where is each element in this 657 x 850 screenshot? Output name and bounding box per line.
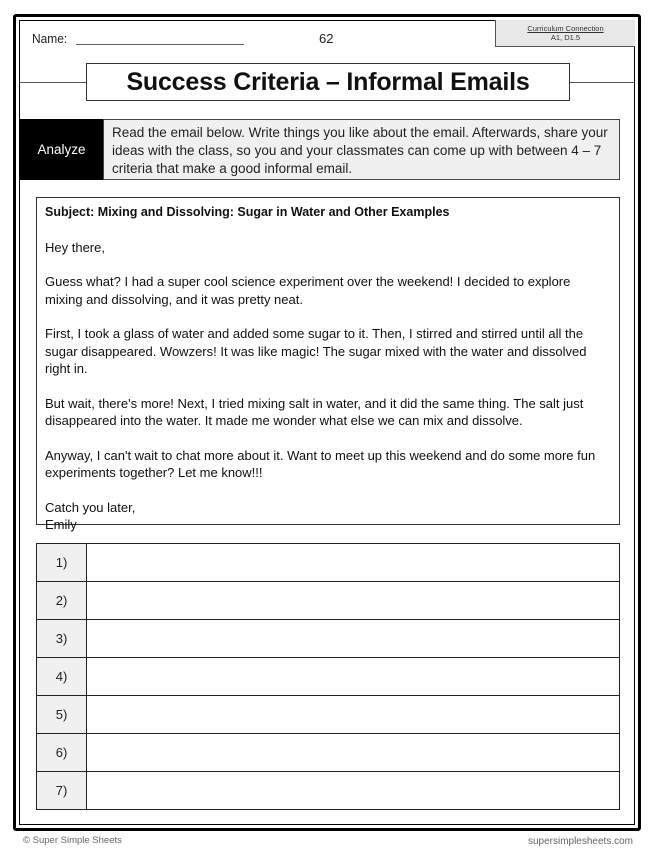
criteria-number: 4) bbox=[37, 658, 87, 696]
email-signature: Emily bbox=[45, 517, 77, 532]
criteria-row bbox=[37, 696, 620, 734]
footer-copyright: © Super Simple Sheets bbox=[23, 835, 122, 846]
criteria-number: 1) bbox=[37, 544, 87, 582]
criteria-row bbox=[37, 620, 620, 658]
criteria-number: 6) bbox=[37, 734, 87, 772]
criteria-answer-field[interactable] bbox=[87, 772, 620, 810]
email-closing: Catch you later, bbox=[45, 499, 136, 515]
curriculum-connection-codes: A1, D1.5 bbox=[550, 33, 581, 42]
email-paragraph: Guess what? I had a super cool science experiment over the weekend! I decided to explore mixing and dissolving, and it was pretty neat. bbox=[45, 274, 571, 307]
instruction-text: Read the email below. Write things you like about the email. Afterwards, share your ideas with the class, so you and your classmates can come up with between 4 – 7 criteria that make a good informal email. bbox=[103, 119, 620, 180]
page-title: Success Criteria – Informal Emails bbox=[86, 63, 570, 101]
name-label: Name: bbox=[32, 31, 68, 46]
instruction-row bbox=[20, 119, 620, 180]
criteria-row bbox=[37, 658, 620, 696]
criteria-number: 2) bbox=[37, 582, 87, 620]
criteria-row bbox=[37, 544, 620, 582]
criteria-number: 5) bbox=[37, 696, 87, 734]
page-number: 62 bbox=[319, 31, 334, 46]
criteria-number: 7) bbox=[37, 772, 87, 810]
criteria-answer-field[interactable] bbox=[87, 582, 620, 620]
curriculum-connection-box bbox=[495, 20, 635, 47]
email-paragraph: First, I took a glass of water and added some sugar to it. Then, I stirred and stirred until all the sugar disappeared. Wowzers! It was like magic! The sugar mixed with the water and dissolved right in. bbox=[45, 326, 587, 376]
email-greeting: Hey there, bbox=[45, 239, 105, 255]
criteria-number: 3) bbox=[37, 620, 87, 658]
criteria-table bbox=[36, 543, 620, 810]
criteria-row bbox=[37, 582, 620, 620]
email-subject: Subject: Mixing and Dissolving: Sugar in Water and Other Examples bbox=[45, 205, 450, 219]
email-sample bbox=[36, 197, 620, 532]
criteria-answer-field[interactable] bbox=[87, 734, 620, 772]
criteria-answer-field[interactable] bbox=[87, 696, 620, 734]
criteria-answer-field[interactable] bbox=[87, 544, 620, 582]
criteria-row bbox=[37, 772, 620, 810]
email-paragraph: Anyway, I can't wait to chat more about it. Want to meet up this weekend and do some more fun experiments together? Let me know!!! bbox=[45, 447, 596, 480]
analyze-label: Analyze bbox=[20, 119, 103, 180]
name-field[interactable] bbox=[76, 44, 244, 45]
email-paragraph: But wait, there's more! Next, I tried mixing salt in water, and it did the same thing. The salt just disappeared into the water. It made me wonder what else we can mix and dissolve. bbox=[45, 395, 584, 428]
criteria-row bbox=[37, 734, 620, 772]
criteria-answer-field[interactable] bbox=[87, 620, 620, 658]
curriculum-connection-title: Curriculum Connection bbox=[527, 24, 604, 33]
footer-website: supersimplesheets.com bbox=[527, 836, 633, 847]
criteria-answer-field[interactable] bbox=[87, 658, 620, 696]
